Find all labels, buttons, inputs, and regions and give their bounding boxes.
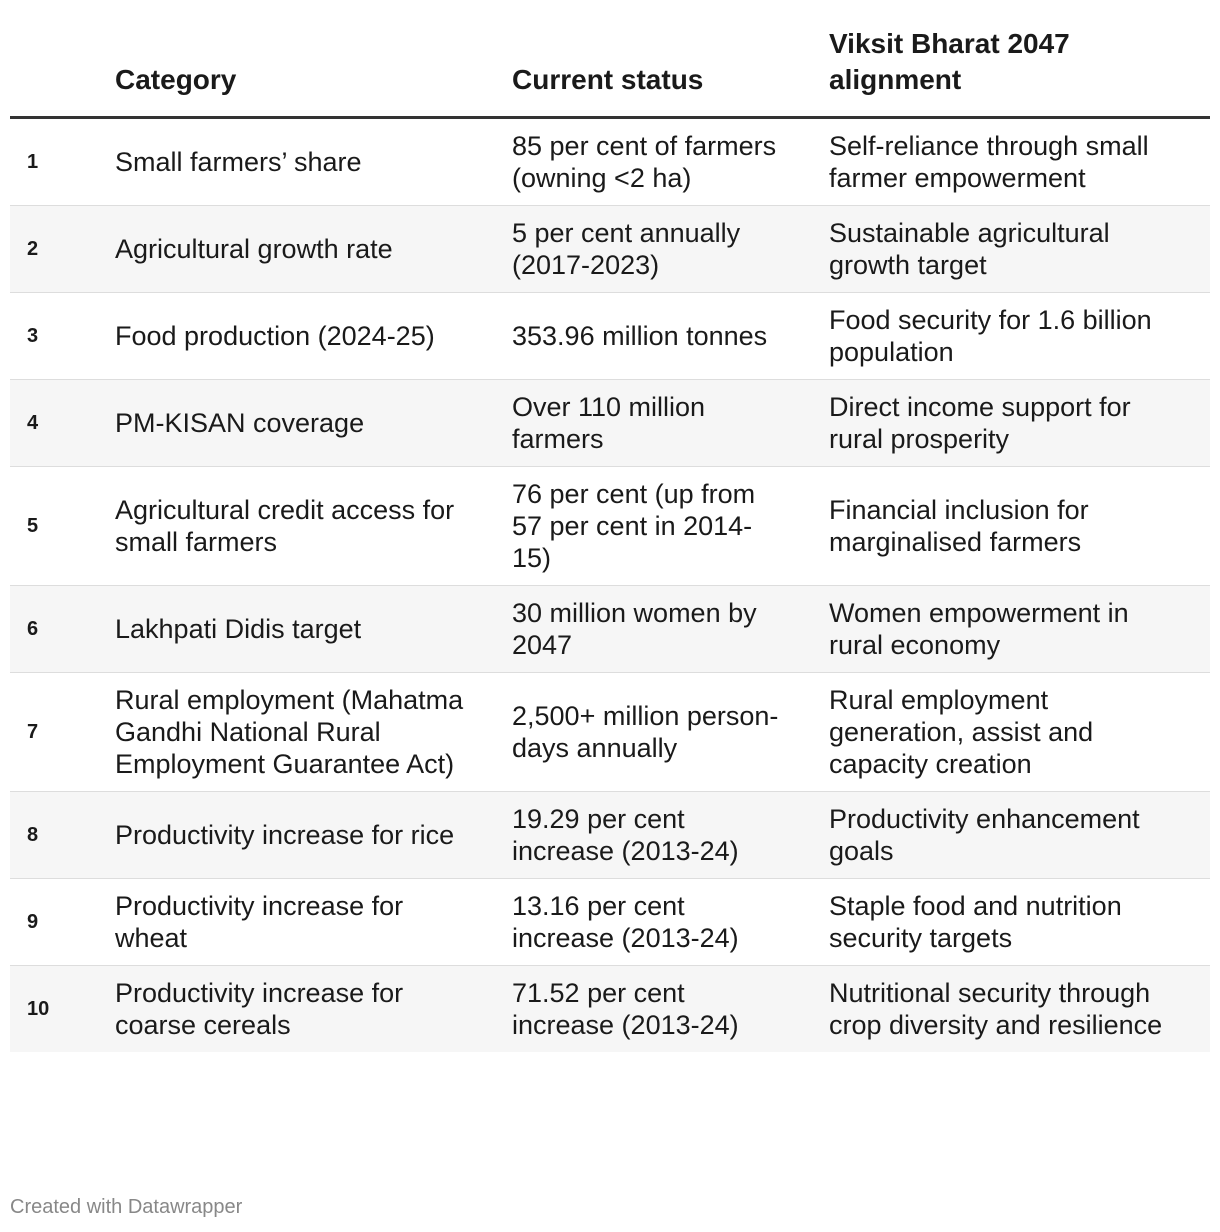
table-row — [10, 878, 1210, 965]
row-current-status: Over 110 million farmers — [512, 379, 829, 466]
row-category: Small farmers’ share — [115, 117, 512, 205]
datawrapper-credit: Created with Datawrapper — [10, 1196, 243, 1218]
row-number: 2 — [10, 205, 115, 292]
row-number: 5 — [10, 466, 115, 585]
row-category: Productivity increase for rice — [115, 791, 512, 878]
row-alignment: Rural employment generation, assist and capacity creation — [829, 672, 1210, 791]
table-row — [10, 791, 1210, 878]
row-category: Agricultural credit access for small farmers — [115, 466, 512, 585]
data-table-container — [10, 0, 1210, 1052]
table-row — [10, 379, 1210, 466]
row-current-status: 2,500+ million person-days annually — [512, 672, 829, 791]
row-alignment: Nutritional security through crop diversity and resilience — [829, 965, 1210, 1052]
row-current-status: 71.52 per cent increase (2013-24) — [512, 965, 829, 1052]
row-current-status: 19.29 per cent increase (2013-24) — [512, 791, 829, 878]
row-category: Productivity increase for wheat — [115, 878, 512, 965]
table-row — [10, 965, 1210, 1052]
row-current-status: 5 per cent annually (2017-2023) — [512, 205, 829, 292]
table-row — [10, 117, 1210, 205]
header-alignment: Viksit Bharat 2047 alignment — [829, 0, 1210, 117]
table-row — [10, 466, 1210, 585]
row-category: Productivity increase for coarse cereals — [115, 965, 512, 1052]
row-current-status: 13.16 per cent increase (2013-24) — [512, 878, 829, 965]
row-category: PM-KISAN coverage — [115, 379, 512, 466]
header-current-status: Current status — [512, 0, 829, 117]
row-number: 9 — [10, 878, 115, 965]
row-alignment: Productivity enhancement goals — [829, 791, 1210, 878]
row-alignment: Food security for 1.6 billion population — [829, 292, 1210, 379]
row-category: Rural employment (Mahatma Gandhi National Rural Employment Guarantee Act) — [115, 672, 512, 791]
table-row — [10, 585, 1210, 672]
row-number: 1 — [10, 117, 115, 205]
header-number — [10, 0, 115, 117]
data-table — [10, 0, 1210, 1052]
table-row — [10, 205, 1210, 292]
row-alignment: Self-reliance through small farmer empowerment — [829, 117, 1210, 205]
row-number: 10 — [10, 965, 115, 1052]
row-alignment: Financial inclusion for marginalised farmers — [829, 466, 1210, 585]
row-category: Agricultural growth rate — [115, 205, 512, 292]
row-category: Lakhpati Didis target — [115, 585, 512, 672]
row-alignment: Women empowerment in rural economy — [829, 585, 1210, 672]
row-number: 4 — [10, 379, 115, 466]
row-alignment: Sustainable agricultural growth target — [829, 205, 1210, 292]
table-row — [10, 292, 1210, 379]
row-number: 8 — [10, 791, 115, 878]
row-current-status: 85 per cent of farmers (owning <2 ha) — [512, 117, 829, 205]
table-header-row — [10, 0, 1210, 117]
row-alignment: Direct income support for rural prosperity — [829, 379, 1210, 466]
row-number: 3 — [10, 292, 115, 379]
row-alignment: Staple food and nutrition security targets — [829, 878, 1210, 965]
row-current-status: 76 per cent (up from 57 per cent in 2014-15) — [512, 466, 829, 585]
row-current-status: 353.96 million tonnes — [512, 292, 829, 379]
row-number: 6 — [10, 585, 115, 672]
row-category: Food production (2024-25) — [115, 292, 512, 379]
row-number: 7 — [10, 672, 115, 791]
table-row — [10, 672, 1210, 791]
header-category: Category — [115, 0, 512, 117]
row-current-status: 30 million women by 2047 — [512, 585, 829, 672]
